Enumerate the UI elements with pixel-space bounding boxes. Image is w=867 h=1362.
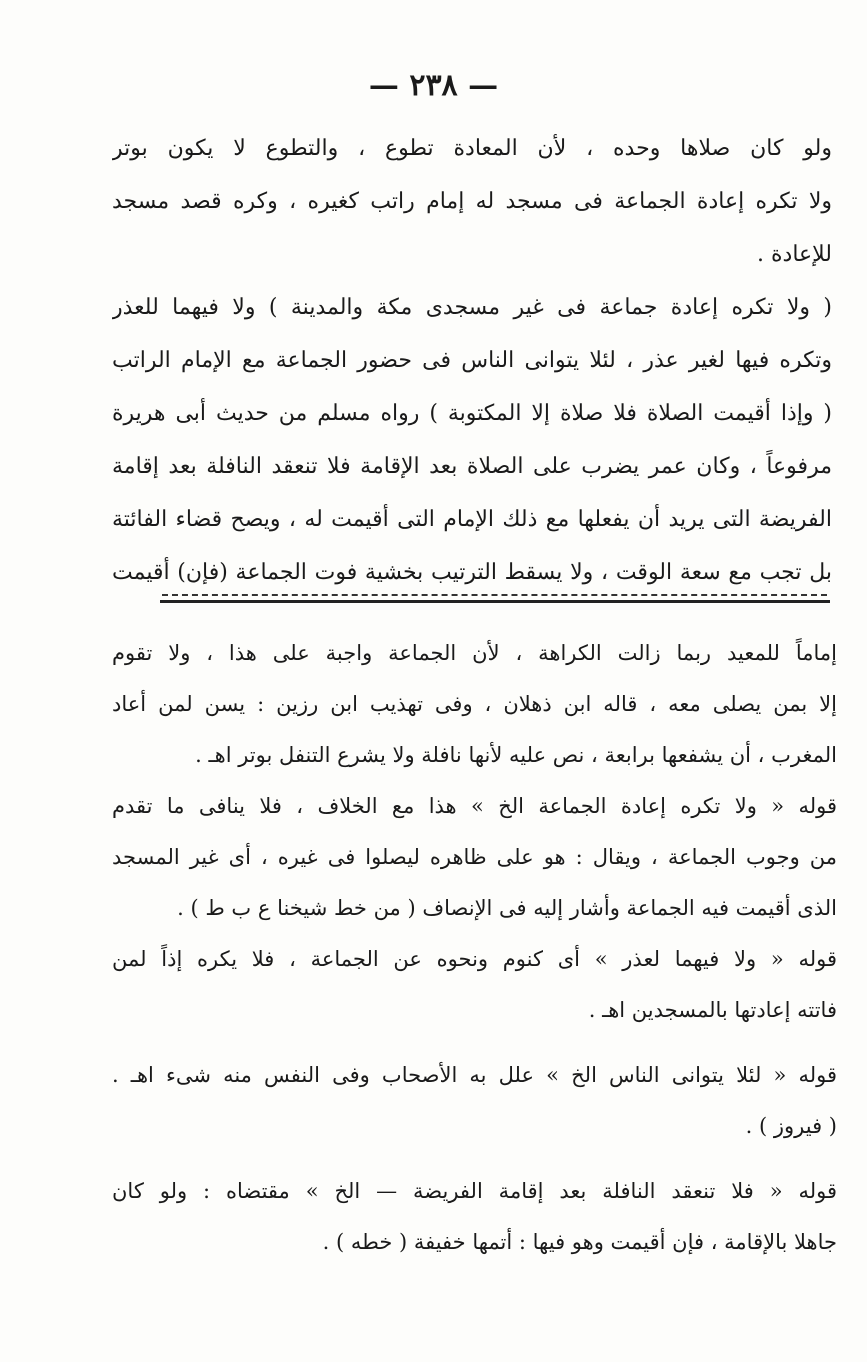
commentary-text: [112, 628, 837, 1268]
page-number: — ٢٣٨ —: [368, 68, 499, 103]
paragraph-gap: [112, 1036, 837, 1050]
separator-rule: [160, 600, 830, 603]
main-line: الفريضة التى يريد أن يفعلها مع ذلك الإمام التى أقيمت له ، ويصح قضاء الفائتة: [112, 507, 832, 532]
main-line: للإعادة .: [757, 242, 832, 267]
main-line: ولا تكره إعادة الجماعة فى مسجد له إمام راتب كغيره ، وكره قصد مسجد: [112, 189, 832, 214]
commentary-line: قوله « ولا تكره إعادة الجماعة الخ » هذا مع الخلاف ، فلا ينافى ما تقدم: [112, 794, 837, 818]
commentary-line: فاتته إعادتها بالمسجدين اهـ .: [588, 998, 837, 1022]
commentary-line: قوله « ولا فيهما لعذر » أى كنوم ونحوه عن الجماعة ، فلا يكره إذاً لمن: [112, 947, 837, 971]
main-line: ( ولا تكره إعادة جماعة فى غير مسجدى مكة والمدينة ) ولا فيهما للعذر: [112, 295, 832, 320]
main-text: [112, 122, 832, 599]
commentary-line: المغرب ، أن يشفعها برابعة ، نص عليه لأنها نافلة ولا يشرع التنفل بوتر اهـ .: [195, 743, 837, 767]
main-line: مرفوعاً ، وكان عمر يضرب على الصلاة بعد الإقامة فلا تنعقد النافلة بعد إقامة: [112, 454, 832, 479]
commentary-line: جاهلا بالإقامة ، فإن أقيمت وهو فيها : أتمها خفيفة ( خطه ) .: [322, 1230, 837, 1254]
main-line: بل تجب مع سعة الوقت ، ولا يسقط الترتيب بخشية فوت الجماعة (فإن) أقيمت: [112, 560, 832, 585]
commentary-line: إماماً للمعيد ربما زالت الكراهة ، لأن الجماعة واجبة على هذا ، ولا تقوم: [112, 641, 837, 665]
paragraph-gap: [112, 1152, 837, 1166]
main-line: وتكره فيها لغير عذر ، لئلا يتوانى الناس فى حضور الجماعة مع الإمام الراتب: [112, 348, 832, 373]
main-line: ولو كان صلاها وحده ، لأن المعادة تطوع ، والتطوع لا يكون بوتر: [112, 136, 832, 161]
commentary-line: قوله « فلا تنعقد النافلة بعد إقامة الفريضة — الخ » مقتضاه : ولو كان: [112, 1179, 837, 1203]
separator-dashed: [162, 594, 827, 596]
main-line: ( وإذا أقيمت الصلاة فلا صلاة إلا المكتوبة ) رواه مسلم من حديث أبى هريرة: [112, 401, 832, 426]
commentary-line: إلا بمن يصلى معه ، قاله ابن ذهلان ، وفى تهذيب ابن رزين : يسن لمن أعاد: [112, 692, 837, 716]
commentary-line: ( فيروز ) .: [745, 1114, 837, 1138]
commentary-line: قوله « لئلا يتوانى الناس الخ » علل به الأصحاب وفى النفس منه شىء اهـ .: [112, 1063, 837, 1087]
commentary-line: الذى أقيمت فيه الجماعة وأشار إليه فى الإنصاف ( من خط شيخنا ع ب ط ) .: [177, 896, 837, 920]
commentary-line: من وجوب الجماعة ، ويقال : هو على ظاهره ليصلوا فى غيره ، أى غير المسجد: [112, 845, 837, 869]
